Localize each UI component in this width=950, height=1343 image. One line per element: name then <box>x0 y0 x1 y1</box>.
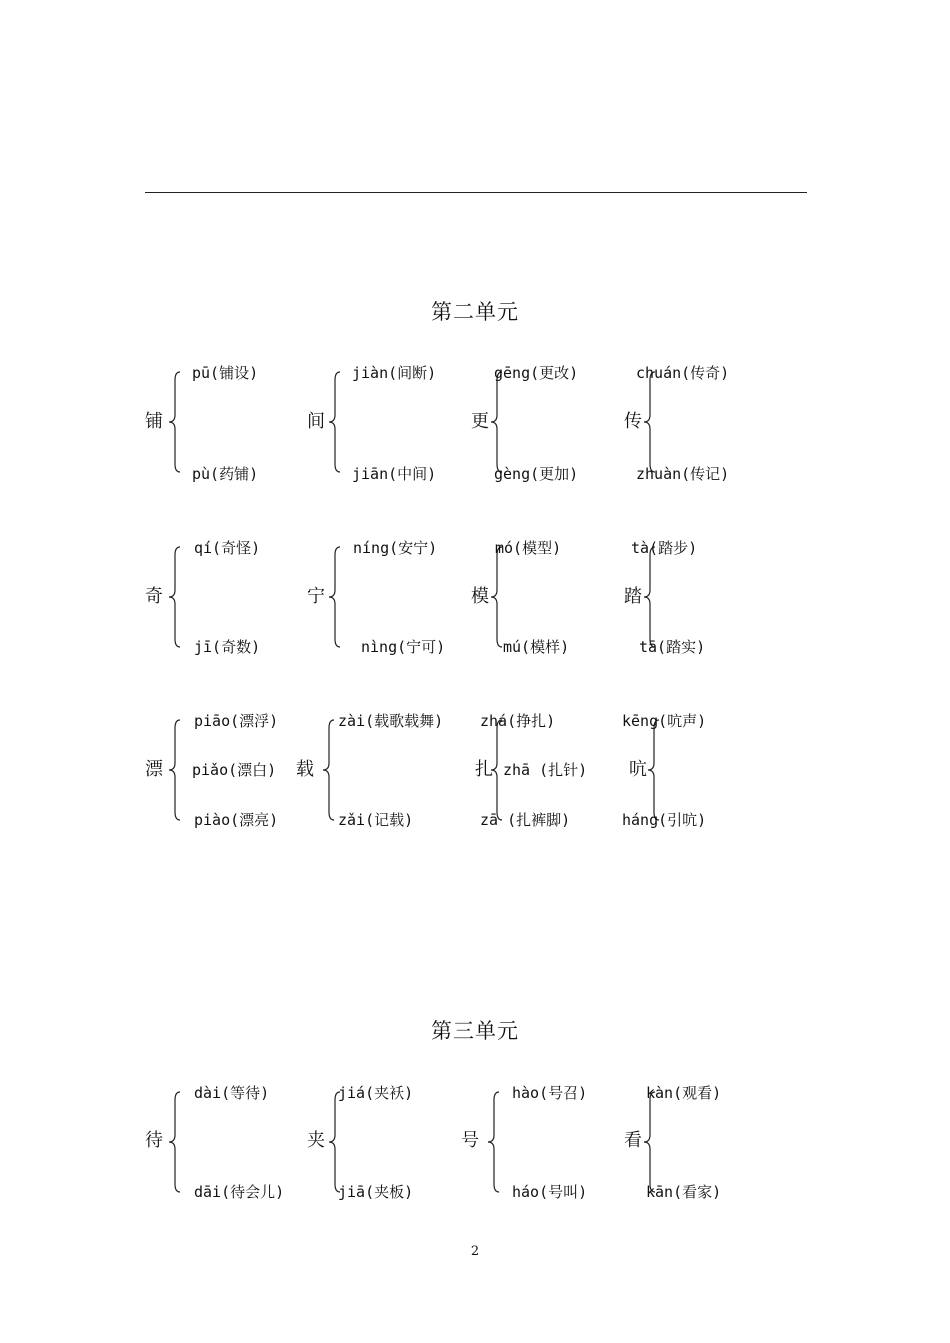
reading: gèng(更加) <box>494 465 579 483</box>
headword: 模 <box>471 586 489 607</box>
reading: pù(药铺) <box>192 465 259 483</box>
headword: 更 <box>471 411 489 432</box>
headword: 踏 <box>624 586 642 607</box>
brace <box>168 372 184 472</box>
headword: 奇 <box>145 586 163 607</box>
reading: jī(奇数) <box>194 638 261 656</box>
headword: 号 <box>461 1130 479 1151</box>
headword: 传 <box>624 411 642 432</box>
brace <box>168 720 184 820</box>
reading: kēng(吭声) <box>622 712 707 730</box>
headword: 看 <box>624 1130 642 1151</box>
reading: níng(安宁) <box>353 539 438 557</box>
reading: dài(等待) <box>194 1084 270 1102</box>
brace <box>487 1092 503 1192</box>
headword: 宁 <box>307 586 325 607</box>
reading: jiān(中间) <box>352 465 437 483</box>
unit-title: 第二单元 <box>431 300 519 324</box>
reading: tā(踏实) <box>639 638 706 656</box>
reading: tà(踏步) <box>631 539 698 557</box>
header-rule <box>145 192 807 193</box>
headword: 扎 <box>475 759 493 780</box>
reading: piào(漂亮) <box>194 811 279 829</box>
reading: dāi(待会儿) <box>194 1183 285 1201</box>
reading: zǎi(记载) <box>338 811 414 829</box>
unit-title: 第三单元 <box>431 1019 519 1043</box>
reading: zhā (扎针) <box>503 761 588 779</box>
headword: 夹 <box>307 1130 325 1151</box>
headword: 漂 <box>145 759 163 780</box>
reading: zhuàn(传记) <box>636 465 730 483</box>
brace <box>328 372 344 472</box>
reading: jiàn(间断) <box>352 364 437 382</box>
brace <box>168 547 184 647</box>
brace <box>647 720 663 820</box>
brace <box>168 1092 184 1192</box>
page-number: 2 <box>470 1244 480 1259</box>
reading: jiá(夹袄) <box>338 1084 414 1102</box>
reading: háo(号叫) <box>512 1183 588 1201</box>
reading: piāo(漂浮) <box>194 712 279 730</box>
reading: mú(模样) <box>503 638 570 656</box>
brace <box>328 547 344 647</box>
brace <box>643 547 659 647</box>
reading: háng(引吭) <box>622 811 707 829</box>
reading: jiā(夹板) <box>338 1183 414 1201</box>
headword: 铺 <box>145 411 163 432</box>
reading: pū(铺设) <box>192 364 259 382</box>
reading: kàn(观看) <box>646 1084 722 1102</box>
brace <box>490 547 506 647</box>
reading: chuán(传奇) <box>636 364 730 382</box>
reading: piǎo(漂白) <box>192 761 277 779</box>
brace <box>322 720 338 820</box>
reading: zā (扎裤脚) <box>480 811 571 829</box>
headword: 吭 <box>629 759 647 780</box>
brace <box>643 372 659 472</box>
brace <box>643 1092 659 1192</box>
reading: gēng(更改) <box>494 364 579 382</box>
reading: zài(载歌载舞) <box>338 712 444 730</box>
headword: 载 <box>296 759 314 780</box>
reading: nìng(宁可) <box>361 638 446 656</box>
reading: zhá(挣扎) <box>480 712 556 730</box>
reading: qí(奇怪) <box>194 539 261 557</box>
reading: hào(号召) <box>512 1084 588 1102</box>
brace <box>328 1092 344 1192</box>
reading: kān(看家) <box>646 1183 722 1201</box>
brace <box>490 372 506 472</box>
headword: 间 <box>307 411 325 432</box>
reading: mó(模型) <box>495 539 562 557</box>
headword: 待 <box>145 1130 163 1151</box>
